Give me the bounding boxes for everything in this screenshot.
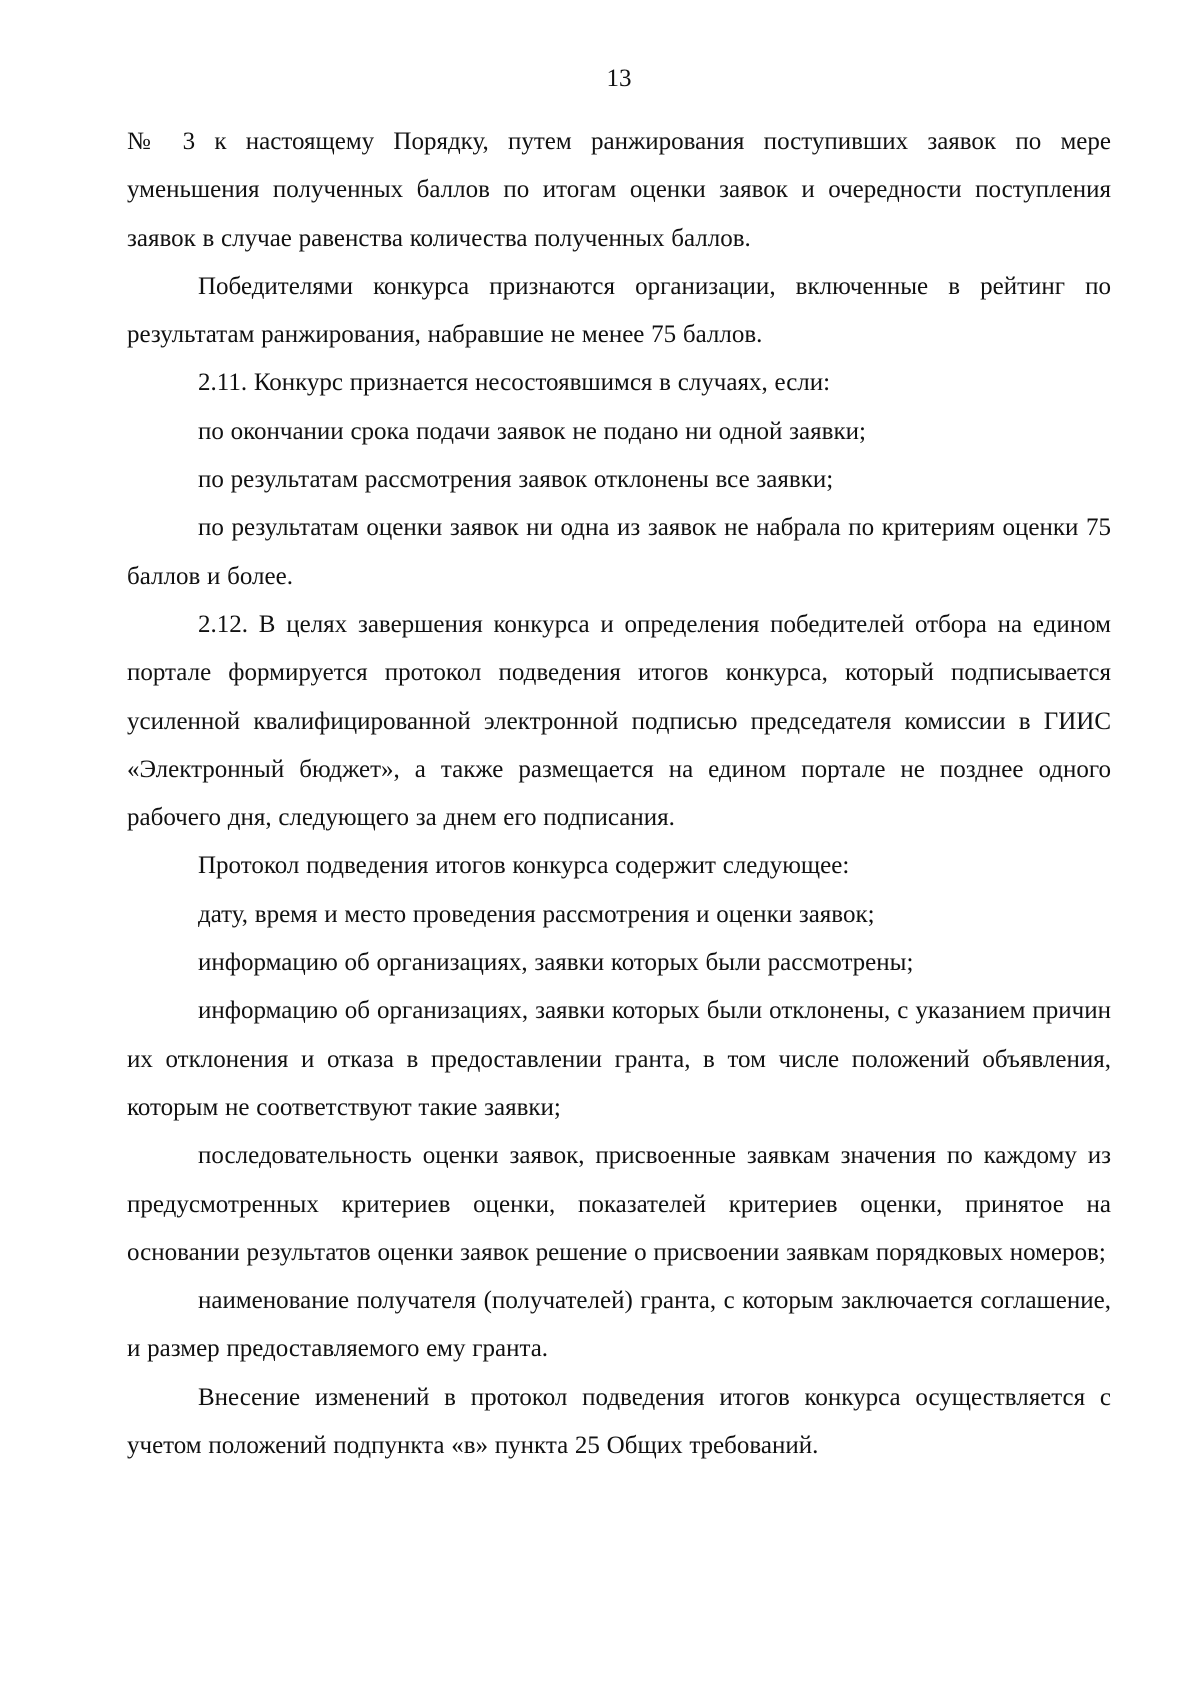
- paragraph-2-11-heading: 2.11. Конкурс признается несостоявшимся в случаях, если:: [198, 369, 831, 397]
- paragraph-protocol-contents: Протокол подведения итогов конкурса содержит следующее:: [198, 852, 850, 880]
- page-number: 13: [606, 65, 632, 92]
- paragraph-reviewed-organizations: информацию об организациях, заявки которых были рассмотрены;: [198, 949, 914, 977]
- document-page: [127, 0, 1111, 1696]
- paragraph-2-12-protocol: 2.12. В целях завершения конкурса и определения победителей отбора на едином портале формируется протокол подведения итогов конкурса, который подписывается усиленной квалифицированной электронной подписью председателя комиссии в ГИИС «Электронный бюджет», а также размещается на едином портале не позднее одного рабочего дня, следующего за днем его подписания.: [127, 610, 1111, 832]
- paragraph-evaluation-sequence: последовательность оценки заявок, присвоенные заявкам значения по каждому из предусмотренных критериев оценки, показателей критериев оценки, принятое на основании результатов оценки заявок решение о присвоении заявкам порядковых номеров;: [127, 1142, 1111, 1266]
- paragraph-grant-recipient: наименование получателя (получателей) гранта, с которым заключается соглашение, и размер предоставляемого ему гранта.: [127, 1287, 1111, 1363]
- paragraph-no-applications: по окончании срока подачи заявок не подано ни одной заявки;: [198, 417, 866, 445]
- paragraph-winners: Победителями конкурса признаются организации, включенные в рейтинг по результатам ранжирования, набравшие не менее 75 баллов.: [127, 272, 1111, 349]
- paragraph-insufficient-score: по результатам оценки заявок ни одна из заявок не набрала по критериям оценки 75 баллов и более.: [127, 514, 1111, 590]
- document-body: [127, 118, 1111, 1470]
- paragraph-rejected-organizations: информацию об организациях, заявки которых были отклонены, с указанием причин их отклонения и отказа в предоставлении гранта, в том числе положений объявления, которым не соответствуют такие заявки;: [127, 997, 1111, 1121]
- paragraph-date-time-place: дату, время и место проведения рассмотрения и оценки заявок;: [198, 900, 875, 928]
- paragraph-protocol-amendments: Внесение изменений в протокол подведения итогов конкурса осуществляется с учетом положений подпункта «в» пункта 25 Общих требований.: [127, 1383, 1111, 1460]
- paragraph-all-rejected: по результатам рассмотрения заявок отклонены все заявки;: [198, 466, 834, 494]
- paragraph-ranking-continuation: № 3 к настоящему Порядку, путем ранжирования поступивших заявок по мере уменьшения полученных баллов по итогам оценки заявок и очередности поступления заявок в случае равенства количества полученных баллов.: [127, 128, 1111, 252]
